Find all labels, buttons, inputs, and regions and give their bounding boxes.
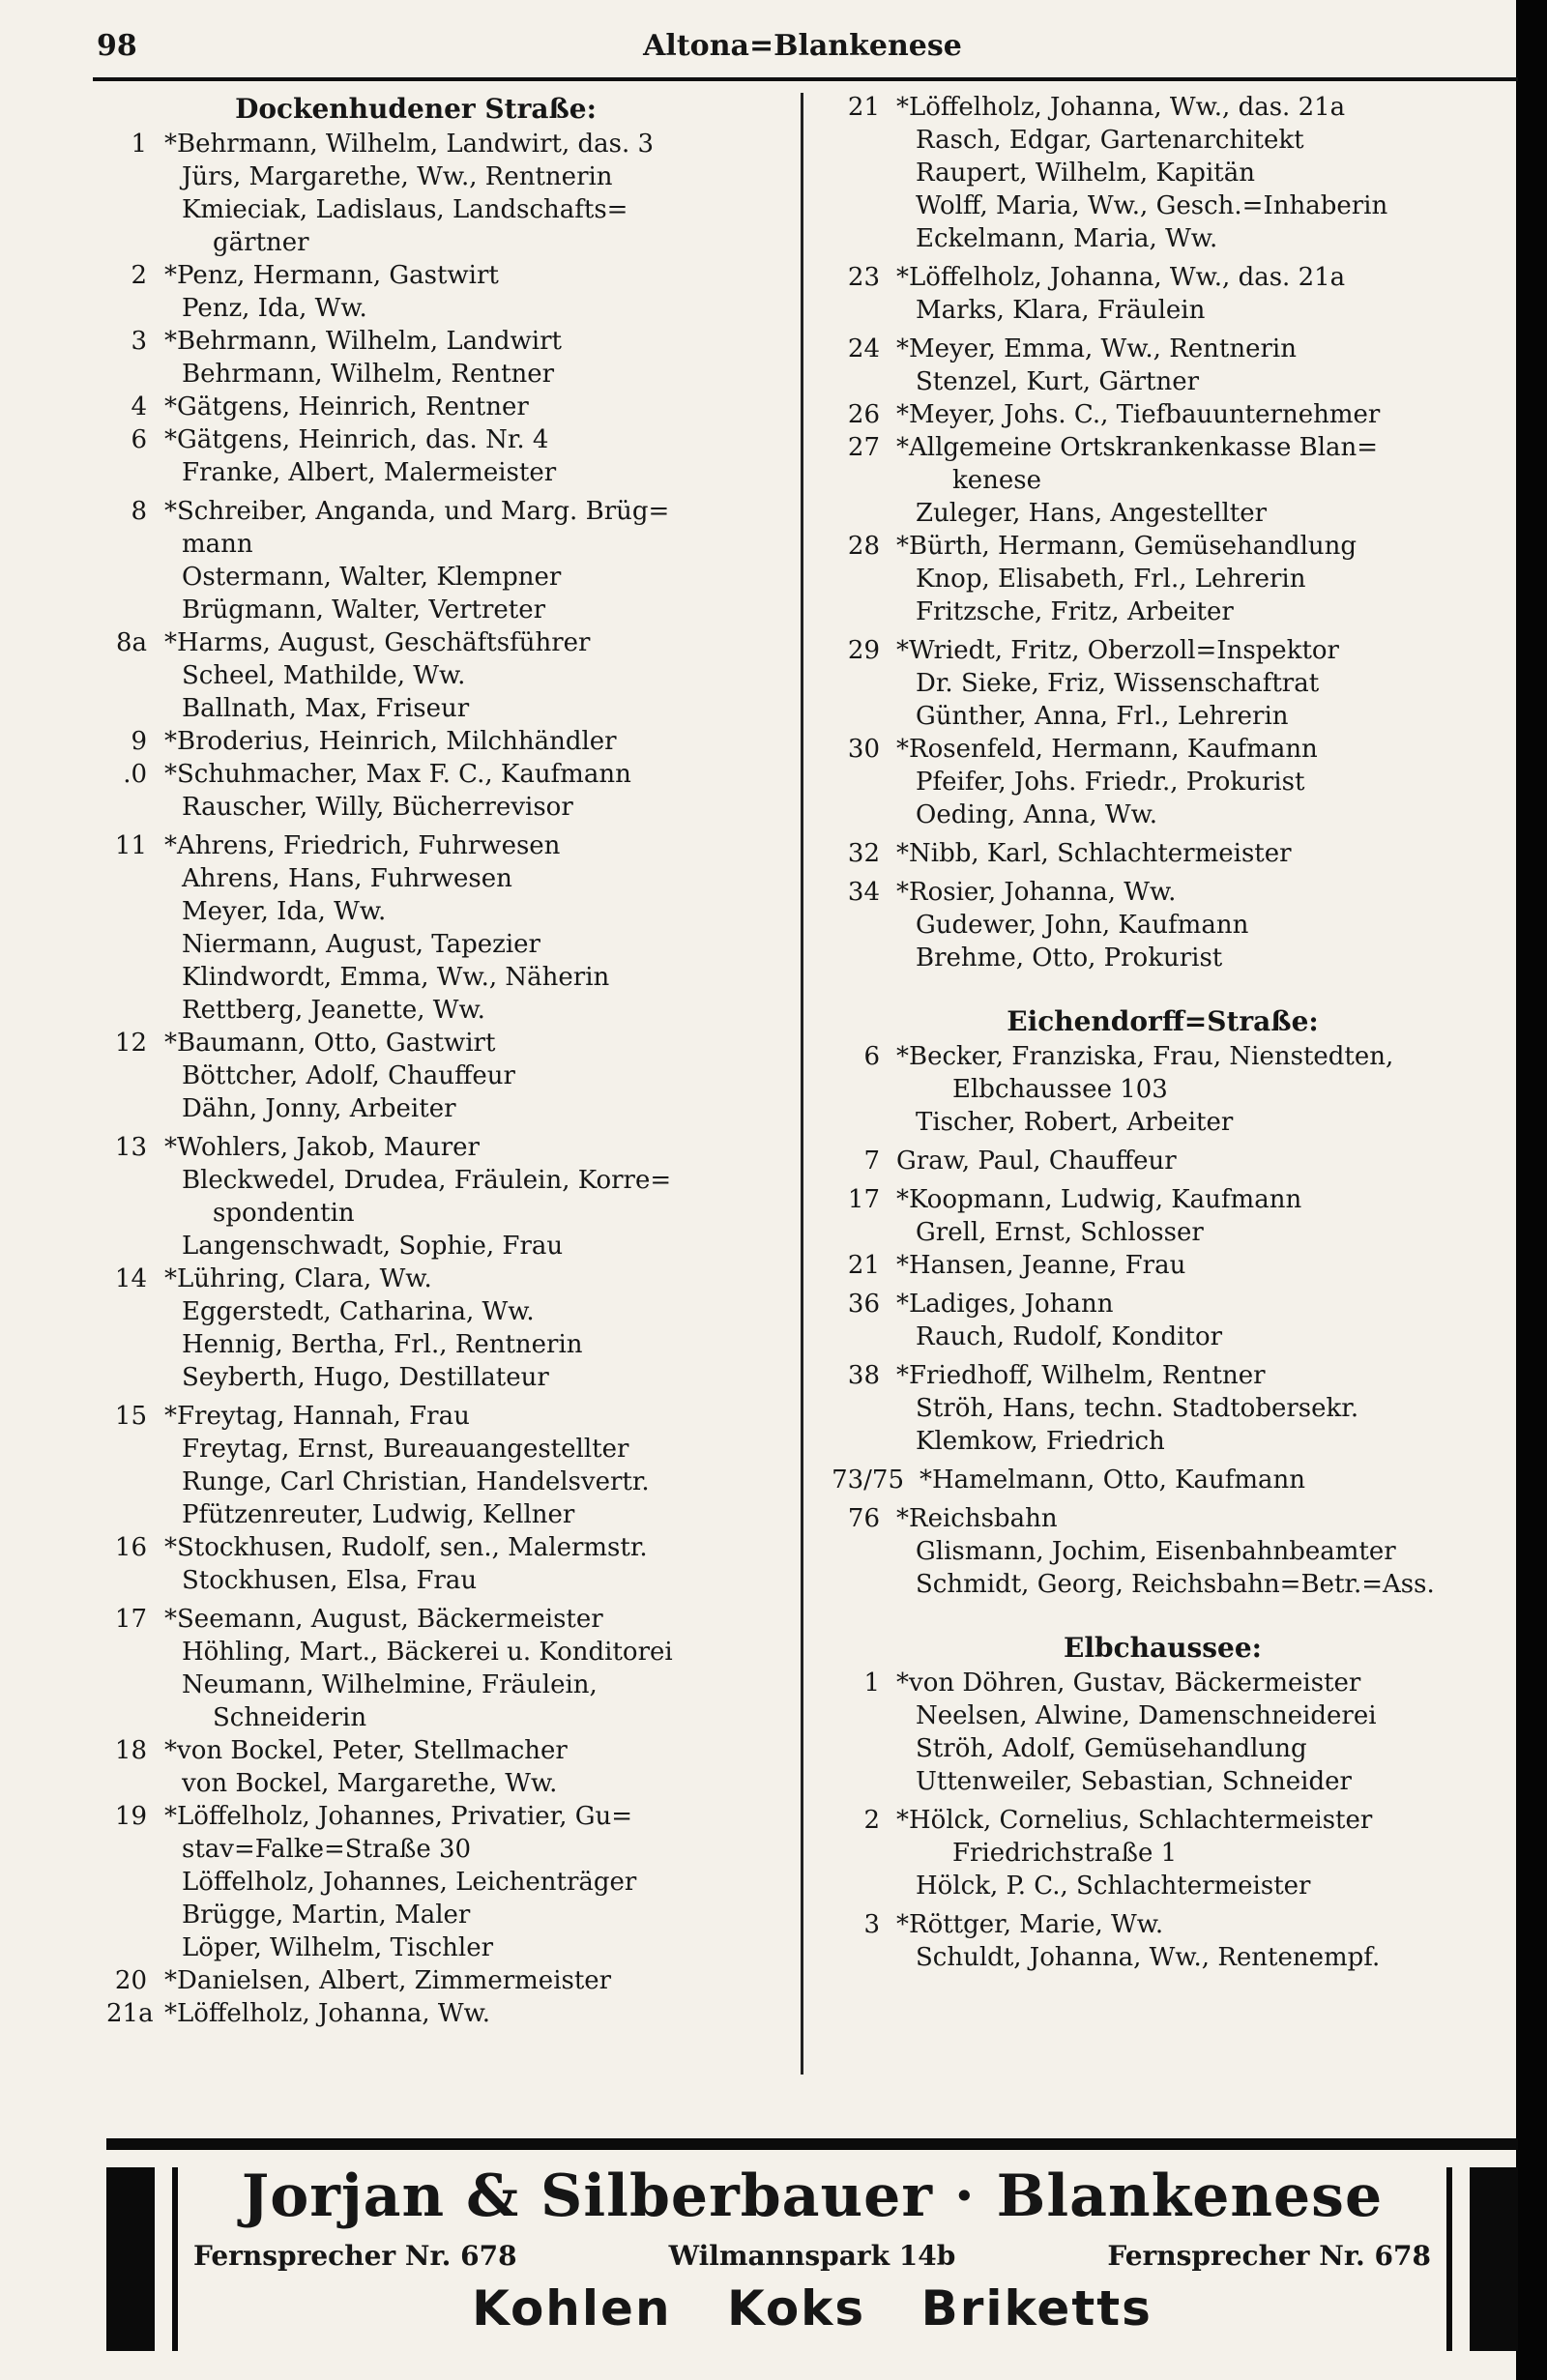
directory-entry-line	[827, 189, 1518, 222]
resident-text: *von Döhren, Gustav, Bäckermeister	[896, 1669, 1361, 1698]
directory-entry-line	[106, 1131, 783, 1164]
resident-text: *Löffelholz, Johannes, Privatier, Gu=	[164, 1802, 633, 1831]
resident-text: *Lühring, Clara, Ww.	[164, 1264, 432, 1293]
directory-entry-line	[827, 1145, 1518, 1177]
resident-text: gärtner	[213, 228, 309, 257]
directory-entry-line	[827, 595, 1518, 628]
right-column	[827, 91, 1518, 1974]
resident-text: *Behrmann, Wilhelm, Landwirt	[164, 327, 562, 356]
resident-text: Graw, Paul, Chauffeur	[896, 1146, 1177, 1175]
resident-text: von Bockel, Margarethe, Ww.	[182, 1769, 558, 1798]
resident-text: Pfeifer, Johs. Friedr., Prokurist	[916, 768, 1305, 797]
house-number: 21	[847, 1251, 880, 1280]
directory-entry-line	[827, 1359, 1518, 1392]
house-number: 1	[863, 1669, 880, 1698]
house-number: 17	[114, 1605, 147, 1634]
resident-text: Brehme, Otto, Prokurist	[916, 943, 1223, 972]
directory-entry-line	[827, 1699, 1518, 1732]
directory-entry-line	[106, 1531, 783, 1564]
section-gap	[827, 1601, 1518, 1630]
house-number: 1	[131, 130, 147, 159]
directory-entry-line	[827, 634, 1518, 667]
house-number: 26	[847, 400, 880, 429]
resident-text: Langenschwadt, Sophie, Frau	[182, 1232, 564, 1261]
right-entry-list	[827, 1040, 1518, 1601]
directory-entry-line	[827, 909, 1518, 942]
house-number: 9	[131, 727, 147, 756]
house-number: 28	[847, 532, 880, 561]
directory-entry-line	[106, 725, 783, 758]
directory-entry-line	[106, 561, 783, 594]
directory-entry-line	[106, 1767, 783, 1800]
house-number: .0	[123, 760, 147, 789]
resident-text: Hölck, P. C., Schlachtermeister	[916, 1872, 1311, 1901]
directory-entry-line	[106, 1328, 783, 1361]
advertisement	[106, 2138, 1518, 2366]
directory-entry-line	[827, 1804, 1518, 1837]
page-header	[97, 29, 1508, 72]
running-title: Altona=Blankenese	[643, 29, 962, 63]
section-gap	[827, 974, 1518, 1003]
directory-entry-line	[106, 692, 783, 725]
house-number: 7	[863, 1146, 880, 1175]
directory-entry-line	[106, 1636, 783, 1669]
left-entry-list	[106, 128, 783, 2030]
resident-text: Ahrens, Hans, Fuhrwesen	[182, 864, 512, 893]
directory-entry-line	[827, 667, 1518, 700]
resident-text: Uttenweiler, Sebastian, Schneider	[916, 1767, 1352, 1796]
resident-text: Klemkow, Friedrich	[916, 1427, 1165, 1456]
ad-contact-row	[193, 2235, 1431, 2278]
resident-text: *Baumann, Otto, Gastwirt	[164, 1029, 496, 1058]
left-column	[106, 91, 783, 2030]
resident-text: Kmieciak, Ladislaus, Landschafts=	[182, 195, 628, 224]
directory-entry-line	[827, 124, 1518, 157]
directory-entry-line	[106, 1564, 783, 1597]
directory-entry-line	[827, 1765, 1518, 1798]
resident-text: Böttcher, Adolf, Chauffeur	[182, 1061, 515, 1090]
house-number: 32	[847, 839, 880, 868]
resident-text: Tischer, Robert, Arbeiter	[916, 1108, 1234, 1137]
directory-entry-line	[827, 1106, 1518, 1139]
resident-text: *Penz, Hermann, Gastwirt	[164, 261, 499, 290]
resident-text: *Gätgens, Heinrich, Rentner	[164, 392, 529, 421]
street-heading: Eichendorff=Straße:	[1007, 1005, 1319, 1037]
directory-entry-line	[106, 895, 783, 928]
directory-entry-line	[827, 464, 1518, 497]
house-number: 73/75	[832, 1466, 904, 1495]
house-number: 15	[114, 1402, 147, 1431]
resident-text: Elbchaussee 103	[952, 1075, 1168, 1104]
house-number: 29	[847, 636, 880, 665]
resident-text: Marks, Klara, Fräulein	[916, 296, 1206, 325]
directory-entry-line	[827, 1425, 1518, 1458]
directory-entry-line	[827, 1392, 1518, 1425]
resident-text: *Harms, August, Geschäftsführer	[164, 628, 591, 657]
directory-entry-line	[106, 1027, 783, 1059]
directory-entry-line	[827, 876, 1518, 909]
resident-text: Eggerstedt, Catharina, Ww.	[182, 1297, 535, 1326]
resident-text: *Hölck, Cornelius, Schlachtermeister	[896, 1806, 1373, 1835]
directory-entry-line	[827, 365, 1518, 398]
directory-entry-line	[106, 1734, 783, 1767]
resident-text: *Broderius, Heinrich, Milchhändler	[164, 727, 617, 756]
directory-entry-line	[106, 928, 783, 961]
directory-entry-line	[827, 1183, 1518, 1216]
resident-text: *Löffelholz, Johanna, Ww., das. 21a	[896, 263, 1346, 292]
house-number: 21	[847, 93, 880, 122]
directory-entry-line	[106, 423, 783, 456]
directory-entry-line	[827, 700, 1518, 733]
resident-text: Rettberg, Jeanette, Ww.	[182, 996, 485, 1025]
directory-entry-line	[106, 128, 783, 160]
resident-text: Dr. Sieke, Friz, Wissenschaftrat	[916, 669, 1320, 698]
resident-text: *Rosenfeld, Hermann, Kaufmann	[896, 735, 1318, 764]
directory-entry-line	[106, 1400, 783, 1433]
directory-entry-line	[827, 766, 1518, 798]
resident-text: Glismann, Jochim, Eisenbahnbeamter	[916, 1537, 1396, 1566]
directory-entry-line	[106, 1833, 783, 1866]
house-number: 2	[131, 261, 147, 290]
page-number: 98	[97, 29, 137, 63]
directory-entry-line	[106, 160, 783, 193]
resident-text: Hennig, Bertha, Frl., Rentnerin	[182, 1330, 583, 1359]
resident-text: Neumann, Wilhelmine, Fräulein,	[182, 1670, 598, 1699]
resident-text: *Hansen, Jeanne, Frau	[896, 1251, 1186, 1280]
column-divider	[801, 93, 803, 2075]
directory-entry-line	[106, 1866, 783, 1899]
resident-text: *Ahrens, Friedrich, Fuhrwesen	[164, 831, 561, 860]
directory-entry-line	[827, 1732, 1518, 1765]
resident-text: Freytag, Ernst, Bureauangestellter	[182, 1435, 629, 1464]
resident-text: *Reichsbahn	[896, 1504, 1058, 1533]
resident-text: *Meyer, Johs. C., Tiefbauunternehmer	[896, 400, 1381, 429]
resident-text: Jürs, Margarethe, Ww., Rentnerin	[182, 162, 613, 191]
resident-text: Scheel, Mathilde, Ww.	[182, 661, 466, 690]
resident-text: Löper, Wilhelm, Tischler	[182, 1933, 494, 1962]
resident-text: Runge, Carl Christian, Handelsvertr.	[182, 1467, 650, 1496]
directory-entry-line	[827, 1941, 1518, 1974]
resident-text: *Friedhoff, Wilhelm, Rentner	[896, 1361, 1266, 1390]
directory-entry-line	[106, 292, 783, 325]
resident-text: Pfützenreuter, Ludwig, Kellner	[182, 1500, 575, 1529]
house-number: 20	[114, 1966, 147, 1995]
header-rule	[93, 77, 1518, 81]
resident-text: *Meyer, Emma, Ww., Rentnerin	[896, 334, 1297, 363]
resident-text: *Löffelholz, Johanna, Ww.	[164, 1999, 491, 2028]
directory-entry-line	[827, 1908, 1518, 1941]
resident-text: *Gätgens, Heinrich, das. Nr. 4	[164, 425, 549, 454]
ad-left-bar	[172, 2167, 178, 2351]
ad-content	[193, 2162, 1431, 2355]
resident-text: Brügmann, Walter, Vertreter	[182, 595, 546, 624]
directory-entry-line	[827, 563, 1518, 595]
resident-text: Gudewer, John, Kaufmann	[916, 911, 1249, 940]
directory-entry-line	[827, 333, 1518, 365]
directory-entry-line	[827, 1568, 1518, 1601]
directory-entry-line	[106, 1230, 783, 1263]
directory-entry-line	[106, 659, 783, 692]
resident-text: *Behrmann, Wilhelm, Landwirt, das. 3	[164, 130, 655, 159]
resident-text: Ostermann, Walter, Klempner	[182, 563, 562, 592]
right-entry-list	[827, 91, 1518, 974]
directory-entry-line	[106, 259, 783, 292]
resident-text: Grell, Ernst, Schlosser	[916, 1218, 1204, 1247]
resident-text: Schmidt, Georg, Reichsbahn=Betr.=Ass.	[916, 1570, 1435, 1599]
directory-entry-line	[106, 456, 783, 489]
resident-text: *von Bockel, Peter, Stellmacher	[164, 1736, 568, 1765]
directory-entry-line	[106, 1800, 783, 1833]
resident-text: *Schuhmacher, Max F. C., Kaufmann	[164, 760, 631, 789]
resident-text: Schneiderin	[213, 1703, 367, 1732]
directory-entry-line	[827, 1464, 1518, 1496]
directory-entry-line	[106, 358, 783, 391]
directory-entry-line	[106, 1669, 783, 1701]
directory-entry-line	[106, 1498, 783, 1531]
resident-text: Rauscher, Willy, Bücherrevisor	[182, 793, 573, 822]
resident-text: Höhling, Mart., Bäckerei u. Konditorei	[182, 1638, 673, 1667]
directory-entry-line	[827, 1837, 1518, 1870]
directory-entry-line	[106, 791, 783, 824]
resident-text: Ströh, Hans, techn. Stadtobersekr.	[916, 1394, 1359, 1423]
directory-entry-line	[827, 942, 1518, 974]
directory-entry-line	[827, 798, 1518, 831]
resident-text: Klindwordt, Emma, Ww., Näherin	[182, 963, 610, 992]
resident-text: Knop, Elisabeth, Frl., Lehrerin	[916, 565, 1306, 594]
directory-entry-line	[827, 1040, 1518, 1073]
right-entry-list	[827, 1667, 1518, 1974]
resident-text: Bleckwedel, Drudea, Fräulein, Korre=	[182, 1166, 672, 1195]
resident-text: kenese	[952, 466, 1042, 495]
directory-entry-line	[827, 261, 1518, 294]
directory-entry-line	[106, 1899, 783, 1931]
house-number: 8	[131, 497, 147, 526]
resident-text: Seyberth, Hugo, Destillateur	[182, 1363, 549, 1392]
street-heading: Dockenhudener Straße:	[235, 93, 597, 125]
resident-text: Schuldt, Johanna, Ww., Rentenempf.	[916, 1943, 1381, 1972]
directory-entry-line	[827, 398, 1518, 431]
ad-products: Kohlen Koks Briketts	[472, 2280, 1153, 2336]
resident-text: Rauch, Rudolf, Konditor	[916, 1322, 1223, 1351]
ad-top-rule	[106, 2138, 1518, 2150]
resident-text: *Becker, Franziska, Frau, Nienstedten,	[896, 1042, 1394, 1071]
resident-text: stav=Falke=Straße 30	[182, 1835, 472, 1864]
resident-text: *Allgemeine Ortskrankenkasse Blan=	[896, 433, 1379, 462]
resident-text: Behrmann, Wilhelm, Rentner	[182, 360, 555, 389]
resident-text: *Nibb, Karl, Schlachtermeister	[896, 839, 1292, 868]
house-number: 4	[131, 392, 147, 421]
house-number: 6	[131, 425, 147, 454]
directory-entry-line	[827, 1249, 1518, 1282]
directory-entry-line	[106, 226, 783, 259]
house-number: 3	[863, 1910, 880, 1939]
directory-entry-line	[106, 594, 783, 626]
resident-text: *Wohlers, Jakob, Maurer	[164, 1133, 480, 1162]
house-number: 8a	[115, 628, 147, 657]
house-number: 30	[847, 735, 880, 764]
directory-entry-line	[827, 431, 1518, 464]
resident-text: *Rosier, Johanna, Ww.	[896, 878, 1177, 907]
house-number: 13	[114, 1133, 147, 1162]
resident-text: *Koopmann, Ludwig, Kaufmann	[896, 1185, 1302, 1214]
resident-text: Friedrichstraße 1	[952, 1839, 1178, 1868]
directory-entry-line	[106, 862, 783, 895]
resident-text: *Ladiges, Johann	[896, 1290, 1114, 1319]
directory-entry-line	[827, 837, 1518, 870]
resident-text: Zuleger, Hans, Angestellter	[916, 499, 1268, 528]
directory-entry-line	[827, 1321, 1518, 1353]
directory-entry-line	[106, 1361, 783, 1394]
directory-entry-line	[106, 1433, 783, 1466]
resident-text: Niermann, August, Tapezier	[182, 930, 540, 959]
house-number: 11	[114, 831, 147, 860]
house-number: 6	[863, 1042, 880, 1071]
directory-entry-line	[827, 1073, 1518, 1106]
resident-text: Ballnath, Max, Friseur	[182, 694, 470, 723]
resident-text: *Freytag, Hannah, Frau	[164, 1402, 470, 1431]
house-number: 12	[114, 1029, 147, 1058]
resident-text: Stenzel, Kurt, Gärtner	[916, 367, 1200, 396]
resident-text: spondentin	[213, 1199, 355, 1228]
directory-entry-line	[106, 1263, 783, 1295]
ad-right-block	[1470, 2167, 1518, 2351]
house-number: 76	[847, 1504, 880, 1533]
house-number: 17	[847, 1185, 880, 1214]
directory-entry-line	[827, 157, 1518, 189]
resident-text: *Röttger, Marie, Ww.	[896, 1910, 1164, 1939]
ad-phone-right: Fernsprecher Nr. 678	[1107, 2240, 1431, 2272]
directory-entry-line	[106, 391, 783, 423]
directory-entry-line	[827, 91, 1518, 124]
directory-entry-line	[106, 758, 783, 791]
directory-entry-line	[106, 1701, 783, 1734]
directory-entry-line	[827, 733, 1518, 766]
directory-entry-line	[106, 994, 783, 1027]
directory-entry-line	[827, 1667, 1518, 1699]
directory-entry-line	[106, 1164, 783, 1197]
resident-text: Eckelmann, Maria, Ww.	[916, 224, 1218, 253]
house-number: 21a	[106, 1999, 154, 2028]
resident-text: Penz, Ida, Ww.	[182, 294, 367, 323]
directory-entry-line	[827, 497, 1518, 530]
directory-entry-line	[106, 1931, 783, 1964]
directory-entry-line	[106, 829, 783, 862]
resident-text: Dähn, Jonny, Arbeiter	[182, 1094, 456, 1123]
directory-entry-line	[106, 1603, 783, 1636]
directory-entry-line	[106, 1295, 783, 1328]
resident-text: *Hamelmann, Otto, Kaufmann	[919, 1466, 1306, 1495]
house-number: 34	[847, 878, 880, 907]
ad-left-block	[106, 2167, 155, 2351]
resident-text: Neelsen, Alwine, Damenschneiderei	[916, 1701, 1377, 1730]
directory-entry-line	[827, 294, 1518, 327]
directory-entry-line	[106, 528, 783, 561]
resident-text: *Bürth, Hermann, Gemüsehandlung	[896, 532, 1357, 561]
directory-entry-line	[827, 1502, 1518, 1535]
directory-entry-line	[106, 1964, 783, 1997]
directory-entry-line	[827, 530, 1518, 563]
resident-text: *Schreiber, Anganda, und Marg. Brüg=	[164, 497, 670, 526]
house-number: 24	[847, 334, 880, 363]
resident-text: Stockhusen, Elsa, Frau	[182, 1566, 478, 1595]
resident-text: *Wriedt, Fritz, Oberzoll=Inspektor	[896, 636, 1339, 665]
ad-address: Wilmannspark 14b	[668, 2240, 956, 2272]
resident-text: Franke, Albert, Malermeister	[182, 458, 557, 487]
resident-text: Raupert, Wilhelm, Kapitän	[916, 159, 1255, 188]
house-number: 3	[131, 327, 147, 356]
resident-text: Oeding, Anna, Ww.	[916, 800, 1158, 829]
resident-text: Rasch, Edgar, Gartenarchitekt	[916, 126, 1304, 155]
directory-entry-line	[106, 626, 783, 659]
resident-text: Fritzsche, Fritz, Arbeiter	[916, 597, 1234, 626]
directory-entry-line	[106, 495, 783, 528]
resident-text: *Löffelholz, Johanna, Ww., das. 21a	[896, 93, 1346, 122]
resident-text: Ströh, Adolf, Gemüsehandlung	[916, 1734, 1307, 1763]
directory-entry-line	[106, 961, 783, 994]
directory-entry-line	[106, 1092, 783, 1125]
house-number: 18	[114, 1736, 147, 1765]
directory-entry-line	[106, 193, 783, 226]
page-edge-shadow	[1516, 0, 1547, 2380]
directory-entry-line	[827, 222, 1518, 255]
directory-entry-line	[827, 1535, 1518, 1568]
street-heading: Elbchaussee:	[1064, 1632, 1262, 1664]
directory-entry-line	[106, 1197, 783, 1230]
house-number: 36	[847, 1290, 880, 1319]
ad-right-bar	[1446, 2167, 1452, 2351]
resident-text: *Danielsen, Albert, Zimmermeister	[164, 1966, 612, 1995]
resident-text: Löffelholz, Johannes, Leichenträger	[182, 1868, 637, 1897]
ad-company-name: Jorjan & Silberbauer · Blankenese	[241, 2162, 1384, 2230]
resident-text: Brügge, Martin, Maler	[182, 1901, 471, 1930]
resident-text: *Seemann, August, Bäckermeister	[164, 1605, 603, 1634]
resident-text: Meyer, Ida, Ww.	[182, 897, 387, 926]
house-number: 2	[863, 1806, 880, 1835]
resident-text: *Stockhusen, Rudolf, sen., Malermstr.	[164, 1533, 648, 1562]
house-number: 16	[114, 1533, 147, 1562]
house-number: 23	[847, 263, 880, 292]
resident-text: mann	[182, 530, 253, 559]
directory-entry-line	[827, 1870, 1518, 1902]
house-number: 38	[847, 1361, 880, 1390]
resident-text: Wolff, Maria, Ww., Gesch.=Inhaberin	[916, 191, 1388, 220]
house-number: 27	[847, 433, 880, 462]
directory-entry-line	[106, 1059, 783, 1092]
ad-phone-left: Fernsprecher Nr. 678	[193, 2240, 517, 2272]
directory-entry-line	[827, 1216, 1518, 1249]
directory-entry-line	[106, 325, 783, 358]
resident-text: Günther, Anna, Frl., Lehrerin	[916, 702, 1289, 731]
directory-entry-line	[827, 1288, 1518, 1321]
house-number: 14	[114, 1264, 147, 1293]
house-number: 19	[114, 1802, 147, 1831]
directory-entry-line	[106, 1997, 783, 2030]
directory-entry-line	[106, 1466, 783, 1498]
